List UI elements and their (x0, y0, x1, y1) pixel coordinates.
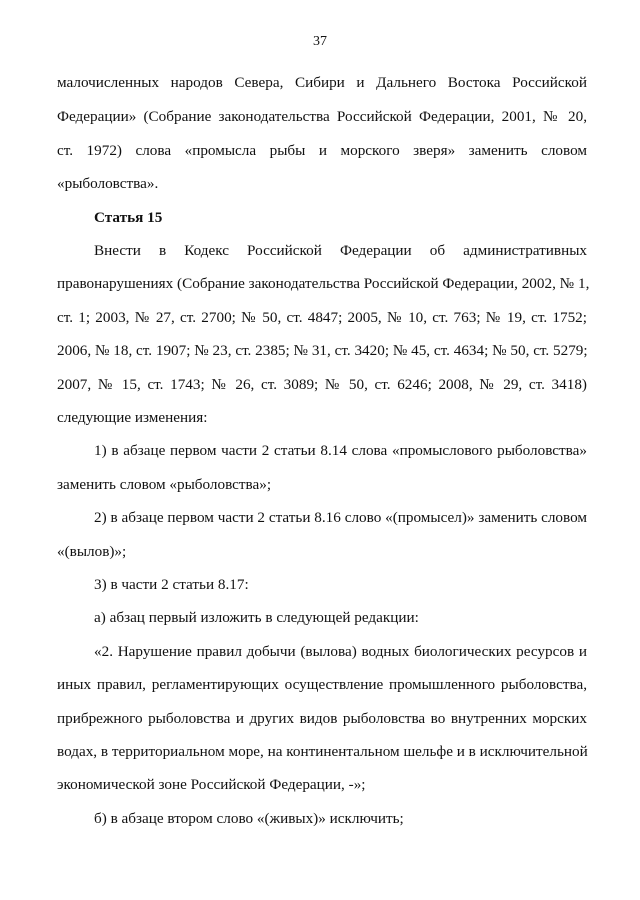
text-line: экономической зоне Российской Федерации, -»; (57, 776, 366, 793)
text-line: б) в абзаце втором слово «(живых)» исключить; (94, 810, 404, 827)
text-line: «(вылов)»; (57, 543, 127, 560)
text-line: иных правил, регламентирующих осуществление промышленного рыболовства, (57, 676, 587, 693)
text-line: правонарушениях (Собрание законодательства Российской Федерации, 2002, № 1, (57, 275, 590, 292)
text-line: 2006, № 18, ст. 1907; № 23, ст. 2385; № 31, ст. 3420; № 45, ст. 4634; № 50, ст. 5279; (57, 342, 588, 359)
text-line: 2) в абзаце первом части 2 статьи 8.16 слово «(промысел)» заменить словом (94, 509, 587, 526)
text-line: «рыболовства». (57, 175, 159, 192)
article-heading: Статья 15 (94, 209, 163, 226)
text-line: Внести в Кодекс Российской Федерации об административных (94, 242, 587, 259)
text-line: ст. 1; 2003, № 27, ст. 2700; № 50, ст. 4847; 2005, № 10, ст. 763; № 19, ст. 1752; (57, 309, 587, 326)
text-line: 3) в части 2 статьи 8.17: (94, 576, 249, 593)
text-line: прибрежного рыболовства и других видов рыболовства во внутренних морских (57, 710, 587, 727)
text-line: «2. Нарушение правил добычи (вылова) водных биологических ресурсов и (94, 643, 587, 660)
text-line: следующие изменения: (57, 409, 208, 426)
text-line: заменить словом «рыболовства»; (57, 476, 272, 493)
text-line: малочисленных народов Севера, Сибири и Дальнего Востока Российской (57, 74, 587, 91)
text-line: 1) в абзаце первом части 2 статьи 8.14 слова «промыслового рыболовства» (94, 442, 587, 459)
page-number: 37 (313, 34, 327, 49)
text-line: а) абзац первый изложить в следующей редакции: (94, 609, 419, 626)
text-line: Федерации» (Собрание законодательства Российской Федерации, 2001, № 20, (57, 108, 587, 125)
text-line: ст. 1972) слова «промысла рыбы и морского зверя» заменить словом (57, 142, 587, 159)
text-line: 2007, № 15, ст. 1743; № 26, ст. 3089; № 50, ст. 6246; 2008, № 29, ст. 3418) (57, 376, 587, 393)
text-line: водах, в территориальном море, на континентальном шельфе и в исключительной (57, 743, 588, 760)
